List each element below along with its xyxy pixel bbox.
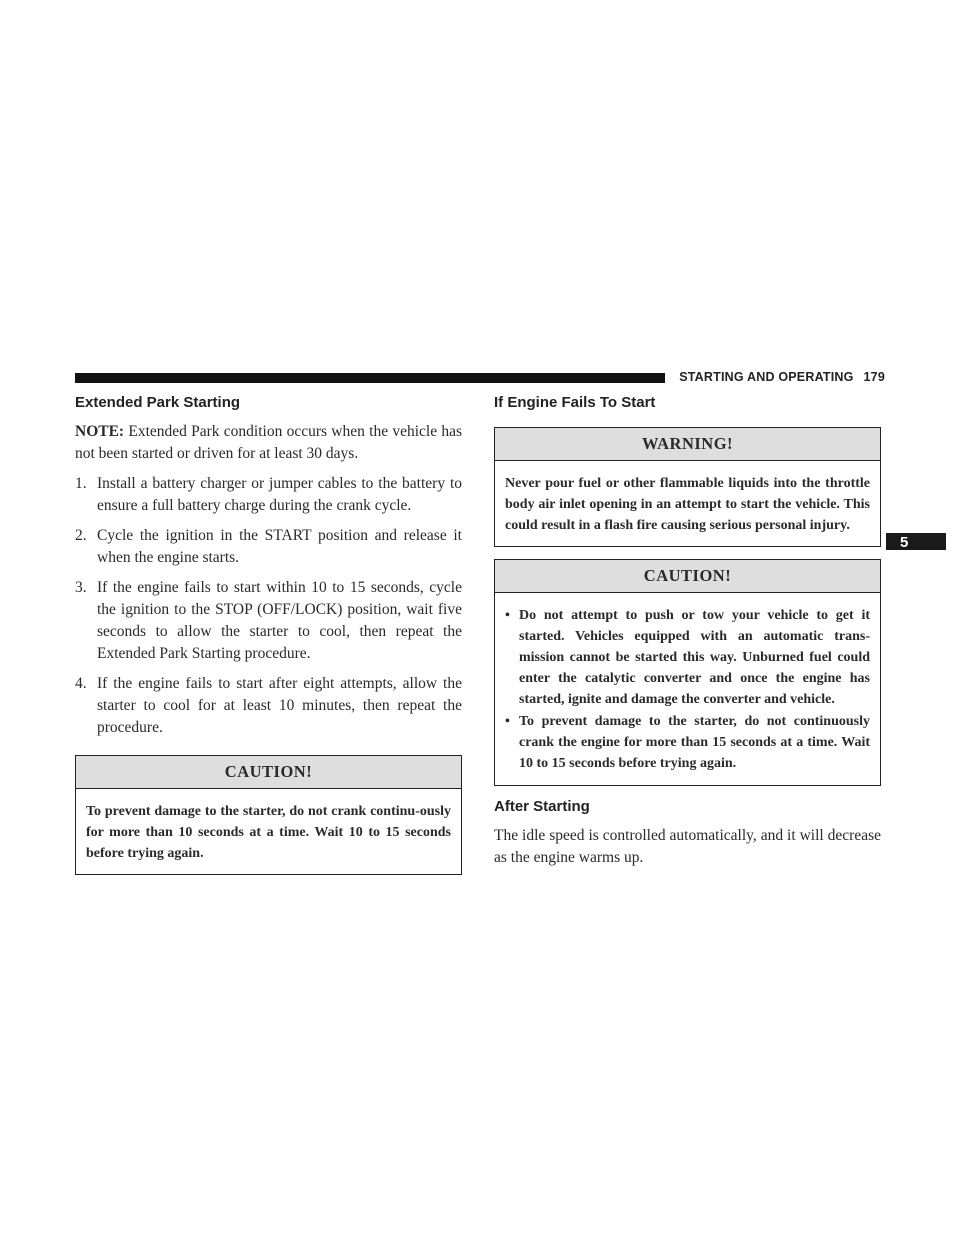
step-number: 3.	[75, 579, 87, 596]
warning-text: Never pour fuel or other flammable liquids into the throttle body air inlet opening in an attempt to start the vehicle. This could result in a flash fire causing serious personal injury.	[505, 476, 870, 533]
page-number: 179	[863, 370, 885, 384]
extended-park-heading: Extended Park Starting	[75, 394, 241, 411]
step-number: 2.	[75, 527, 87, 544]
engine-fails-heading: If Engine Fails To Start	[494, 394, 656, 411]
bullet-mark: •	[505, 608, 510, 623]
caution-body-right	[495, 593, 880, 785]
section-title: STARTING AND OPERATING	[679, 370, 854, 384]
caution-title: CAUTION!	[76, 756, 461, 789]
left-column	[75, 392, 462, 875]
running-header	[75, 370, 885, 386]
caution-box	[75, 755, 462, 875]
step-item	[75, 473, 462, 517]
chapter-tab-number: 5	[900, 534, 909, 551]
step-number: 4.	[75, 675, 87, 692]
step-item	[75, 673, 462, 739]
note-label: NOTE:	[75, 423, 125, 440]
header-rule	[75, 373, 665, 383]
header-title	[679, 370, 885, 384]
bullet-text: To prevent damage to the starter, do not continuously crank the engine for more than 15 seconds at a time. Wait 10 to 15 seconds before trying again.	[519, 714, 870, 771]
step-item	[75, 525, 462, 569]
bullet-mark: •	[505, 714, 510, 729]
warning-box	[494, 427, 881, 547]
chapter-tab	[886, 533, 946, 550]
step-number: 1.	[75, 475, 87, 492]
step-text: If the engine fails to start after eight attempts, allow the starter to cool for at least 10 minutes, then repeat the procedure.	[97, 675, 462, 736]
right-column	[494, 392, 881, 877]
after-starting-text: The idle speed is controlled automatically, and it will decrease as the engine warms up.	[494, 827, 881, 866]
note-text: Extended Park condition occurs when the vehicle has not been started or driven for at least 30 days.	[75, 423, 462, 462]
caution-box-right	[494, 559, 881, 786]
after-starting-heading: After Starting	[494, 798, 590, 815]
caution-bullet-item	[505, 711, 870, 774]
caution-title-right: CAUTION!	[495, 560, 880, 593]
step-text: If the engine fails to start within 10 to 15 seconds, cycle the ignition to the STOP (OFF/LOCK) position, wait five seconds to allow the starter to cool, then repeat the Extended Park Starting procedure.	[97, 579, 462, 662]
caution-bullets	[505, 605, 870, 774]
caution-bullet-item	[505, 605, 870, 710]
note-paragraph	[75, 421, 462, 465]
step-item	[75, 577, 462, 665]
bullet-text: Do not attempt to push or tow your vehicle to get it started. Vehicles equipped with an automatic trans-mission cannot be started this way. Unburned fuel could enter the catalytic converter and once the engine has started, ignite and damage the converter and vehicle.	[519, 608, 870, 707]
step-text: Install a battery charger or jumper cables to the battery to ensure a full battery charge during the crank cycle.	[97, 475, 462, 514]
caution-text: To prevent damage to the starter, do not crank continu-ously for more than 10 seconds at a time. Wait 10 to 15 seconds before trying again.	[86, 804, 451, 861]
steps-list	[75, 473, 462, 739]
warning-title: WARNING!	[495, 428, 880, 461]
step-text: Cycle the ignition in the START position and release it when the engine starts.	[97, 527, 462, 566]
